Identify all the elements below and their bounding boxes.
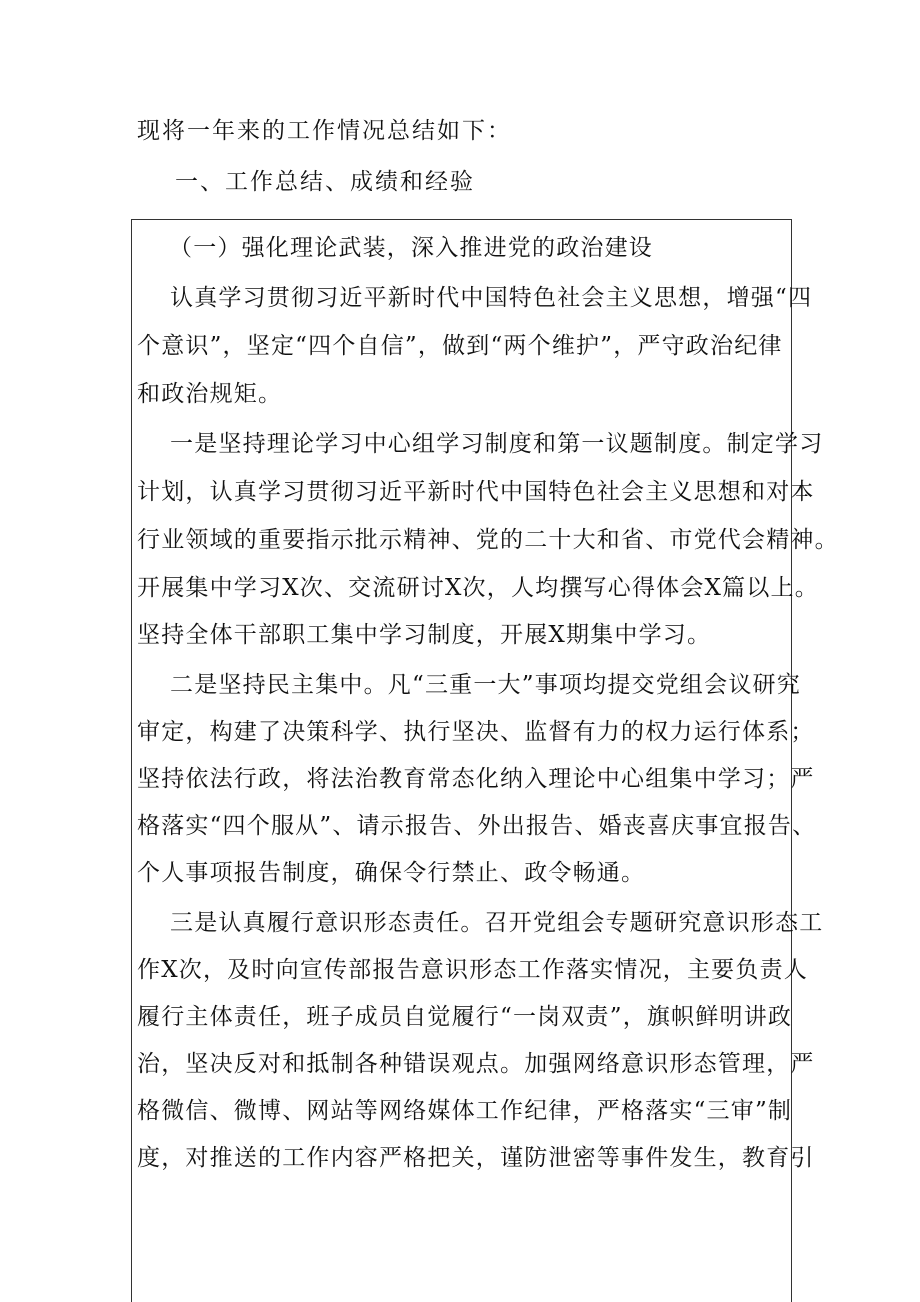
p1-line: 和政治规矩。 <box>137 381 283 407</box>
p2-line: 行业领域的重要指示批示精神、党的二十大和省、市党代会精神。 <box>137 527 839 553</box>
intro-line: 现将一年来的工作情况总结如下： <box>137 118 512 144</box>
p4-line: 度，对推送的工作内容严格把关，谨防泄密等事件发生，教育引 <box>137 1145 815 1171</box>
p2-line: 坚持全体干部职工集中学习制度，开展X期集中学习。 <box>137 622 712 648</box>
subheading: （一）强化理论武装，深入推进党的政治建设 <box>169 235 653 261</box>
p2-line: 一是坚持理论学习中心组学习制度和第一议题制度。制定学习 <box>170 431 824 457</box>
section-heading: 一、工作总结、成绩和经验 <box>175 169 475 195</box>
p4-line: 作X次，及时向宣传部报告意识形态工作落实情况，主要负责人 <box>137 957 808 983</box>
p1-line: 个意识”，坚定“四个自信”，做到“两个维护”，严守政治纪律 <box>137 333 783 359</box>
p3-line: 审定，构建了决策科学、执行坚决、监督有力的权力运行体系； <box>137 719 815 745</box>
p3-line: 二是坚持民主集中。凡“三重一大”事项均提交党组会议研究 <box>170 672 801 698</box>
p2-line: 计划，认真学习贯彻习近平新时代中国特色社会主义思想和对本 <box>137 479 815 505</box>
p3-line: 坚持依法行政，将法治教育常态化纳入理论中心组集中学习；严 <box>137 766 815 792</box>
p4-line: 格微信、微博、网站等网络媒体工作纪律，严格落实“三审”制 <box>137 1098 793 1124</box>
p4-line: 履行主体责任，班子成员自觉履行“一岗双责”，旗帜鲜明讲政 <box>137 1004 793 1030</box>
p4-line: 三是认真履行意识形态责任。召开党组会专题研究意识形态工 <box>170 910 824 936</box>
p3-line: 个人事项报告制度，确保令行禁止、政令畅通。 <box>137 860 646 886</box>
p1-line: 认真学习贯彻习近平新时代中国特色社会主义思想，增强“四 <box>170 285 813 311</box>
p4-line: 治，坚决反对和抵制各种错误观点。加强网络意识形态管理，严 <box>137 1051 815 1077</box>
p2-line: 开展集中学习X次、交流研讨X次，人均撰写心得体会X篇以上。 <box>137 575 819 601</box>
p3-line: 格落实“四个服从”、请示报告、外出报告、婚丧喜庆事宜报告、 <box>137 813 817 839</box>
